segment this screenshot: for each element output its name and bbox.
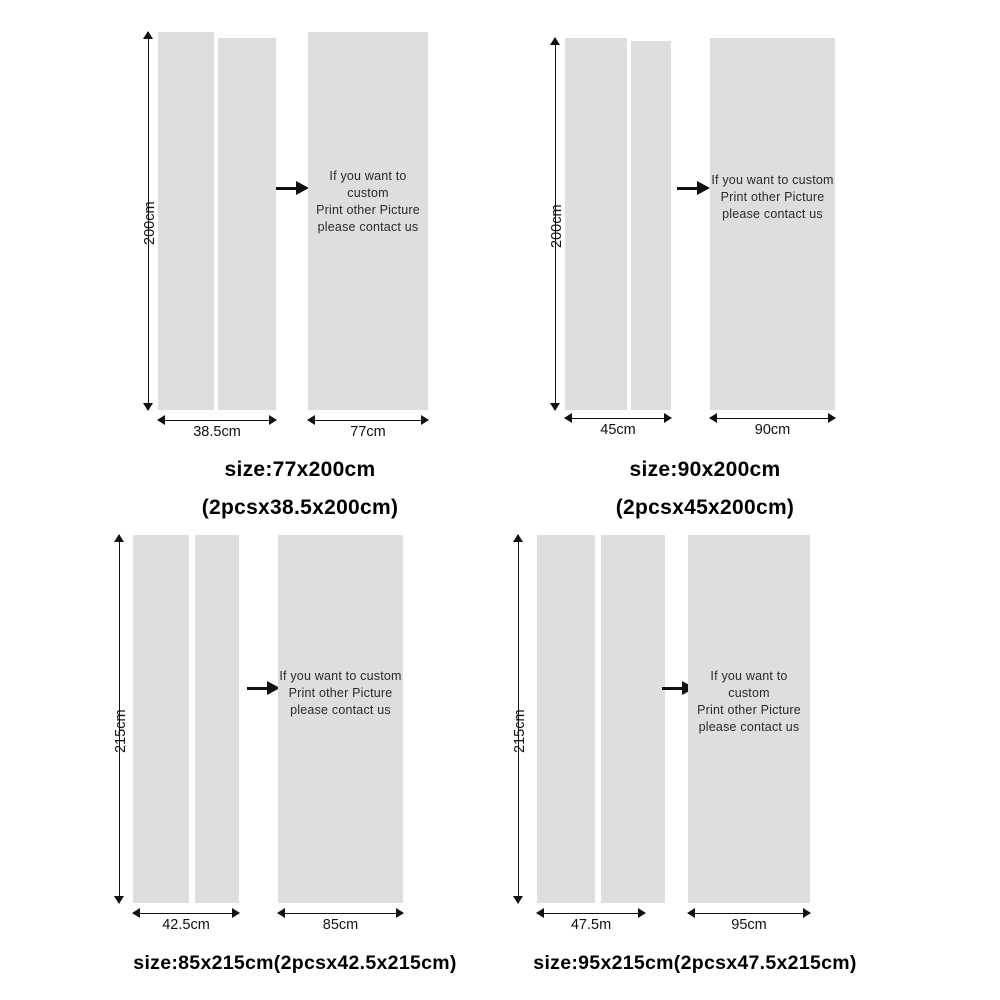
total-width-label: 90cm — [754, 422, 791, 438]
custom-print-note — [278, 668, 403, 719]
height-dimension-label: 215cm — [113, 709, 129, 753]
custom-note-line-2: Print other Picture — [288, 685, 393, 700]
print-piece-right — [631, 41, 671, 410]
piece-width-dimension-line — [158, 420, 276, 421]
combined-print-preview — [710, 38, 835, 410]
piece-width-label: 38.5cm — [193, 424, 241, 440]
custom-print-note — [710, 172, 835, 223]
total-width-label: 77cm — [350, 424, 386, 440]
total-width-dimension-line — [710, 418, 835, 419]
total-width-dimension-line — [278, 913, 403, 914]
custom-print-note — [308, 168, 428, 236]
arrow-icon — [677, 180, 711, 196]
piece-width-label: 42.5cm — [162, 917, 210, 933]
custom-note-line-3: please contact us — [698, 719, 800, 734]
height-dimension-label: 200cm — [549, 204, 565, 248]
piece-width-dimension-line — [133, 913, 239, 914]
custom-print-note — [688, 668, 810, 736]
piece-width-dimension-line — [565, 418, 671, 419]
panel-caption-line-1: size:95x215cm(2pcsx47.5x215cm) — [533, 952, 857, 974]
custom-note-line-3: please contact us — [722, 206, 823, 221]
custom-note-line-3: please contact us — [290, 702, 391, 717]
custom-note-line-1: If you want to custom — [329, 169, 407, 200]
total-width-label: 95cm — [731, 917, 767, 933]
piece-width-label: 45cm — [600, 422, 636, 438]
print-piece-right — [195, 535, 239, 903]
print-piece-right — [601, 535, 665, 903]
custom-note-line-2: Print other Picture — [316, 202, 420, 217]
panel-77x200 — [100, 10, 500, 520]
custom-note-line-1: If you want to custom — [279, 669, 402, 683]
print-piece-right — [218, 38, 276, 410]
height-dimension-label: 200cm — [142, 201, 158, 245]
panel-caption-line-2: (2pcsx38.5x200cm) — [201, 496, 399, 519]
panel-95x215 — [495, 515, 895, 995]
print-piece-left — [158, 32, 214, 410]
panel-85x215 — [95, 515, 495, 995]
panel-90x200 — [505, 10, 905, 520]
custom-note-line-2: Print other Picture — [697, 702, 801, 717]
height-dimension-label: 215cm — [512, 709, 528, 753]
arrow-icon — [276, 180, 310, 196]
panel-caption-line-1: size:90x200cm — [629, 458, 781, 481]
total-width-label: 85cm — [322, 917, 359, 933]
custom-note-line-3: please contact us — [317, 219, 419, 234]
print-piece-left — [537, 535, 595, 903]
arrow-icon — [247, 680, 281, 696]
panel-caption-line-1: size:85x215cm(2pcsx42.5x215cm) — [133, 952, 457, 974]
print-piece-left — [133, 535, 189, 903]
piece-width-label: 47.5m — [570, 917, 612, 933]
total-width-dimension-line — [688, 913, 810, 914]
combined-print-preview — [278, 535, 403, 903]
custom-note-line-2: Print other Picture — [720, 189, 825, 204]
custom-note-line-1: If you want to custom — [710, 669, 788, 700]
total-width-dimension-line — [308, 420, 428, 421]
print-piece-left — [565, 38, 627, 410]
panel-caption-line-2: (2pcsx45x200cm) — [615, 496, 795, 519]
piece-width-dimension-line — [537, 913, 645, 914]
custom-note-line-1: If you want to custom — [711, 173, 834, 187]
panel-caption-line-1: size:77x200cm — [224, 458, 376, 481]
